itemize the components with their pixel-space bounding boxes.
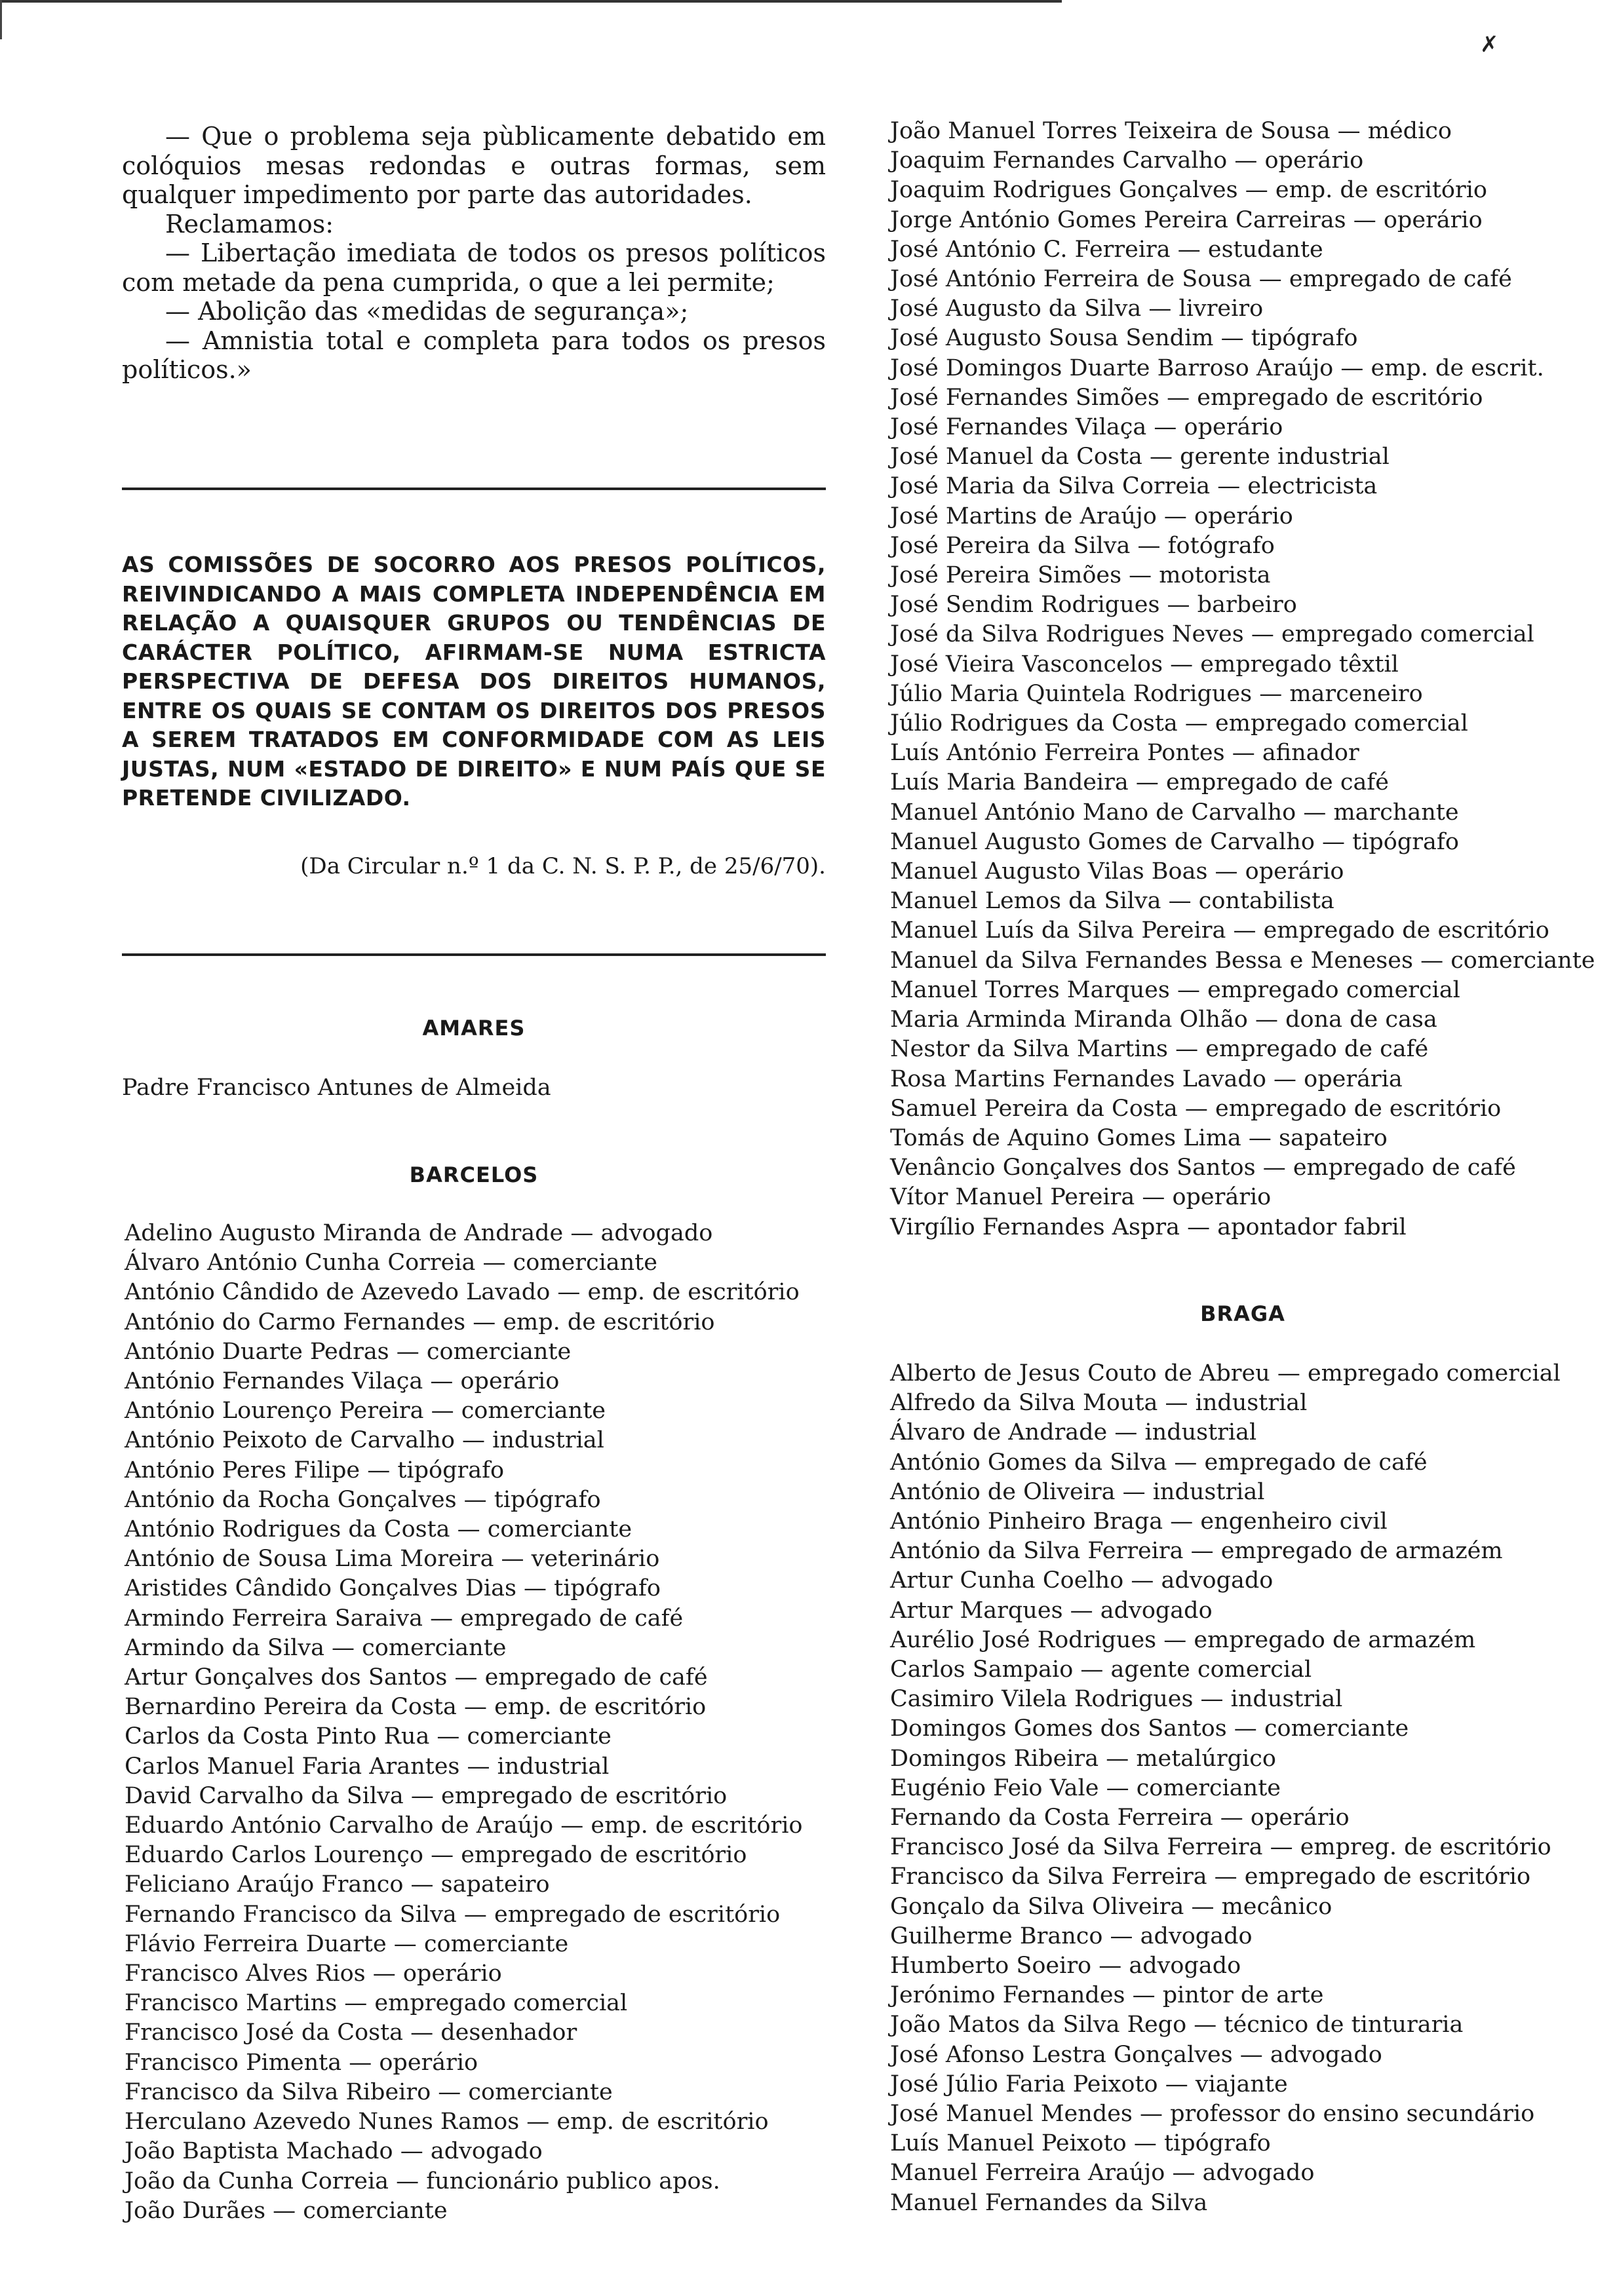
list-item: Joaquim Rodrigues Gonçalves — emp. de escritório: [890, 177, 1487, 204]
list-item: José Pereira da Silva — fotógrafo: [890, 532, 1275, 559]
list-item: Aristides Cândido Gonçalves Dias — tipógrafo: [125, 1575, 661, 1602]
list-item: Álvaro de Andrade — industrial: [890, 1419, 1257, 1446]
list-item: José Sendim Rodrigues — barbeiro: [890, 592, 1297, 619]
list-item: João Durães — comerciante: [125, 2197, 448, 2224]
list-item: Vítor Manuel Pereira — operário: [890, 1184, 1272, 1211]
list-item: Carlos Manuel Faria Arantes — industrial: [125, 1753, 610, 1780]
intro-paragraph-3: — Libertação imediata de todos os presos políticos com metade da pena cumprida, o que a lei permite;: [122, 239, 826, 297]
list-item: João da Cunha Correia — funcionário publico apos.: [125, 2168, 720, 2194]
list-item: Flávio Ferreira Duarte — comerciante: [125, 1930, 569, 1957]
list-item: Francisco da Silva Ribeiro — comerciante: [125, 2078, 613, 2105]
list-item: Francisco Martins — empregado comercial: [125, 1990, 628, 2017]
list-item: António Cândido de Azevedo Lavado — emp. de escritório: [125, 1279, 800, 1306]
list-item: Francisco Pimenta — operário: [125, 2049, 478, 2076]
list-item: Virgílio Fernandes Aspra — apontador fabril: [890, 1214, 1407, 1240]
list-item: António de Sousa Lima Moreira — veterinário: [125, 1546, 660, 1573]
list-item: Alberto de Jesus Couto de Abreu — empregado comercial: [890, 1360, 1561, 1387]
list-item: José Augusto da Silva — livreiro: [890, 296, 1264, 322]
list-item: Armindo da Silva — comerciante: [125, 1634, 507, 1661]
list-item: Armindo Ferreira Saraiva — empregado de café: [125, 1605, 684, 1632]
list-item: Rosa Martins Fernandes Lavado — operária: [890, 1065, 1403, 1092]
list-item: Feliciano Araújo Franco — sapateiro: [125, 1871, 550, 1898]
list-item: José Domingos Duarte Barroso Araújo — emp. de escrit.: [890, 354, 1544, 381]
list-item: Manuel Torres Marques — empregado comercial: [890, 976, 1460, 1003]
list-item: Maria Arminda Miranda Olhão — dona de casa: [890, 1006, 1437, 1033]
list-item: Bernardino Pereira da Costa — emp. de escritório: [125, 1694, 707, 1721]
list-item: Humberto Soeiro — advogado: [890, 1953, 1241, 1980]
list-item: Fernando da Costa Ferreira — operário: [890, 1805, 1350, 1831]
list-item: José Manuel Mendes — professor do ensino secundário: [890, 2101, 1535, 2128]
list-item: Jerónimo Fernandes — pintor de arte: [890, 1982, 1324, 2009]
list-item: Manuel Augusto Gomes de Carvalho — tipógrafo: [890, 828, 1459, 855]
list-item: Artur Gonçalves dos Santos — empregado de café: [125, 1664, 708, 1691]
list-item: Eduardo António Carvalho de Araújo — emp. de escritório: [125, 1812, 803, 1839]
list-item: Domingos Ribeira — metalúrgico: [890, 1745, 1276, 1772]
intro-paragraph-1: — Que o problema seja pùblicamente debatido em colóquios mesas redondas e outras formas, sem qualquer impedimento por parte das autoridades.: [122, 122, 826, 209]
list-item: Fernando Francisco da Silva — empregado de escritório: [125, 1901, 781, 1928]
list-item: Francisco da Silva Ferreira — empregado de escritório: [890, 1864, 1531, 1890]
list-item: António Peixoto de Carvalho — industrial: [125, 1427, 604, 1454]
list-item: Aurélio José Rodrigues — empregado de armazém: [890, 1626, 1476, 1653]
list-item: Casimiro Vilela Rodrigues — industrial: [890, 1686, 1343, 1713]
list-item: Júlio Rodrigues da Costa — empregado comercial: [890, 710, 1468, 737]
list-item: Domingos Gomes dos Santos — comerciante: [890, 1715, 1409, 1742]
list-item: António Duarte Pedras — comerciante: [125, 1338, 572, 1365]
list-item: Eugénio Feio Vale — comerciante: [890, 1774, 1281, 1801]
list-item: Luís Manuel Peixoto — tipógrafo: [890, 2130, 1271, 2157]
list-item: José Júlio Faria Peixoto — viajante: [890, 2071, 1288, 2097]
intro-text: [122, 122, 826, 385]
list-item: João Baptista Machado — advogado: [125, 2138, 543, 2165]
citation-text: (Da Circular n.º 1 da C. N. S. P. P., de 25/6/70).: [300, 853, 826, 879]
list-item: António Lourenço Pereira — comerciante: [125, 1398, 606, 1425]
list-item: António da Silva Ferreira — empregado de armazém: [890, 1538, 1503, 1565]
list-item: Manuel Augusto Vilas Boas — operário: [890, 858, 1344, 885]
list-item: Eduardo Carlos Lourenço — empregado de escritório: [125, 1842, 747, 1869]
list-item: Francisco Alves Rios — operário: [125, 1961, 502, 1987]
list-item: José António Ferreira de Sousa — empregado de café: [890, 266, 1512, 293]
list-item: Manuel Ferreira Araújo — advogado: [890, 2160, 1315, 2187]
list-item: Luís António Ferreira Pontes — afinador: [890, 740, 1359, 767]
list-item: Venâncio Gonçalves dos Santos — empregado de café: [890, 1155, 1516, 1181]
list-item: Artur Cunha Coelho — advogado: [890, 1567, 1274, 1594]
list-item: Artur Marques — advogado: [890, 1597, 1213, 1624]
list-item: Samuel Pereira da Costa — empregado de escritório: [890, 1095, 1502, 1122]
list-item: Francisco José da Costa — desenhador: [125, 2019, 577, 2046]
list-item: Júlio Maria Quintela Rodrigues — marceneiro: [890, 680, 1423, 707]
list-item: David Carvalho da Silva — empregado de escritório: [125, 1782, 728, 1809]
list-item: Joaquim Fernandes Carvalho — operário: [890, 147, 1364, 174]
barcelos-list-left: [125, 1219, 803, 2226]
list-item: Luís Maria Bandeira — empregado de café: [890, 769, 1389, 796]
left-edge-mark: [0, 0, 2, 39]
list-item: Herculano Azevedo Nunes Ramos — emp. de escritório: [125, 2109, 769, 2135]
braga-list: [890, 1359, 1561, 2218]
list-item: Manuel da Silva Fernandes Bessa e Meneses — comerciante: [890, 947, 1595, 974]
list-item: José Maria da Silva Correia — electricista: [890, 473, 1378, 500]
barcelos-list-right: [890, 117, 1595, 1242]
list-item: Manuel António Mano de Carvalho — marchante: [890, 799, 1459, 826]
declaration-text: AS COMISSÕES DE SOCORRO AOS PRESOS POLÍTICOS, REIVINDICANDO A MAIS COMPLETA INDEPENDÊNCIA EM RELAÇÃO A QUAISQUER GRUPOS OU TENDÊNCIAS DE CARÁCTER POLÍTICO, AFIRMAM-SE NUMA ESTRICTA PERSPECTIVA DE DEFESA DOS DIREITOS HUMANOS, ENTRE OS QUAIS SE CONTAM OS DIREITOS DOS PRESOS A SEREM TRATADOS EM CONFORMIDADE COM AS LEIS JUSTAS, NUM «ESTADO DE DIREITO» E NUM PAÍS QUE SE PRETENDE CIVILIZADO.: [122, 552, 826, 811]
list-item: José Fernandes Simões — empregado de escritório: [890, 384, 1483, 411]
list-item: António Fernandes Vilaça — operário: [125, 1368, 560, 1395]
list-item: José Pereira Simões — motorista: [890, 562, 1271, 589]
list-item: João Manuel Torres Teixeira de Sousa — médico: [890, 118, 1452, 144]
intro-paragraph-5: — Amnistia total e completa para todos os presos políticos.»: [122, 326, 826, 384]
section-divider-2: [122, 953, 826, 956]
list-item: Álvaro António Cunha Correia — comerciante: [125, 1250, 657, 1276]
list-item: Manuel Fernandes da Silva: [890, 2189, 1208, 2216]
list-item: José Fernandes Vilaça — operário: [890, 414, 1283, 441]
amares-name: Padre Francisco Antunes de Almeida: [122, 1075, 551, 1101]
list-item: Tomás de Aquino Gomes Lima — sapateiro: [890, 1124, 1388, 1151]
list-item: António Pinheiro Braga — engenheiro civil: [890, 1508, 1388, 1535]
intro-paragraph-4: — Abolição das «medidas de segurança»;: [165, 297, 689, 326]
list-item: Jorge António Gomes Pereira Carreiras — operário: [890, 206, 1483, 233]
list-item: António da Rocha Gonçalves — tipógrafo: [125, 1486, 601, 1513]
list-item: José António C. Ferreira — estudante: [890, 236, 1323, 263]
list-item: Manuel Luís da Silva Pereira — empregado de escritório: [890, 917, 1549, 944]
list-item: José Manuel da Costa — gerente industrial: [890, 444, 1390, 470]
top-border-line: [0, 0, 1062, 3]
list-item: Manuel Lemos da Silva — contabilista: [890, 888, 1334, 915]
list-item: António do Carmo Fernandes — emp. de escritório: [125, 1309, 715, 1335]
list-item: Gonçalo da Silva Oliveira — mecânico: [890, 1893, 1333, 1920]
list-item: José Martins de Araújo — operário: [890, 503, 1293, 529]
list-item: Alfredo da Silva Mouta — industrial: [890, 1390, 1308, 1417]
list-item: José Afonso Lestra Gonçalves — advogado: [890, 2041, 1382, 2068]
list-item: Carlos da Costa Pinto Rua — comerciante: [125, 1723, 612, 1750]
list-item: Adelino Augusto Miranda de Andrade — advogado: [125, 1220, 713, 1246]
list-item: José da Silva Rodrigues Neves — empregado comercial: [890, 621, 1534, 648]
list-item: José Vieira Vasconcelos — empregado têxtil: [890, 651, 1399, 678]
list-item: António Peres Filipe — tipógrafo: [125, 1457, 505, 1483]
list-item: António de Oliveira — industrial: [890, 1478, 1265, 1505]
list-item: António Gomes da Silva — empregado de café: [890, 1449, 1428, 1476]
heading-braga: BRAGA: [1200, 1301, 1285, 1326]
heading-barcelos: BARCELOS: [409, 1162, 539, 1187]
section-divider-1: [122, 488, 826, 490]
list-item: Guilherme Branco — advogado: [890, 1923, 1253, 1949]
intro-paragraph-2: Reclamamos:: [165, 209, 334, 239]
list-item: António Rodrigues da Costa — comerciante: [125, 1516, 632, 1543]
heading-amares: AMARES: [422, 1016, 526, 1041]
list-item: Nestor da Silva Martins — empregado de café: [890, 1036, 1429, 1063]
list-item: Francisco José da Silva Ferreira — empreg. de escritório: [890, 1834, 1551, 1861]
list-item: João Matos da Silva Rego — técnico de tinturaria: [890, 2012, 1464, 2038]
corner-mark-icon: ✗: [1480, 31, 1499, 58]
list-item: José Augusto Sousa Sendim — tipógrafo: [890, 325, 1358, 352]
list-item: Carlos Sampaio — agente comercial: [890, 1656, 1312, 1683]
